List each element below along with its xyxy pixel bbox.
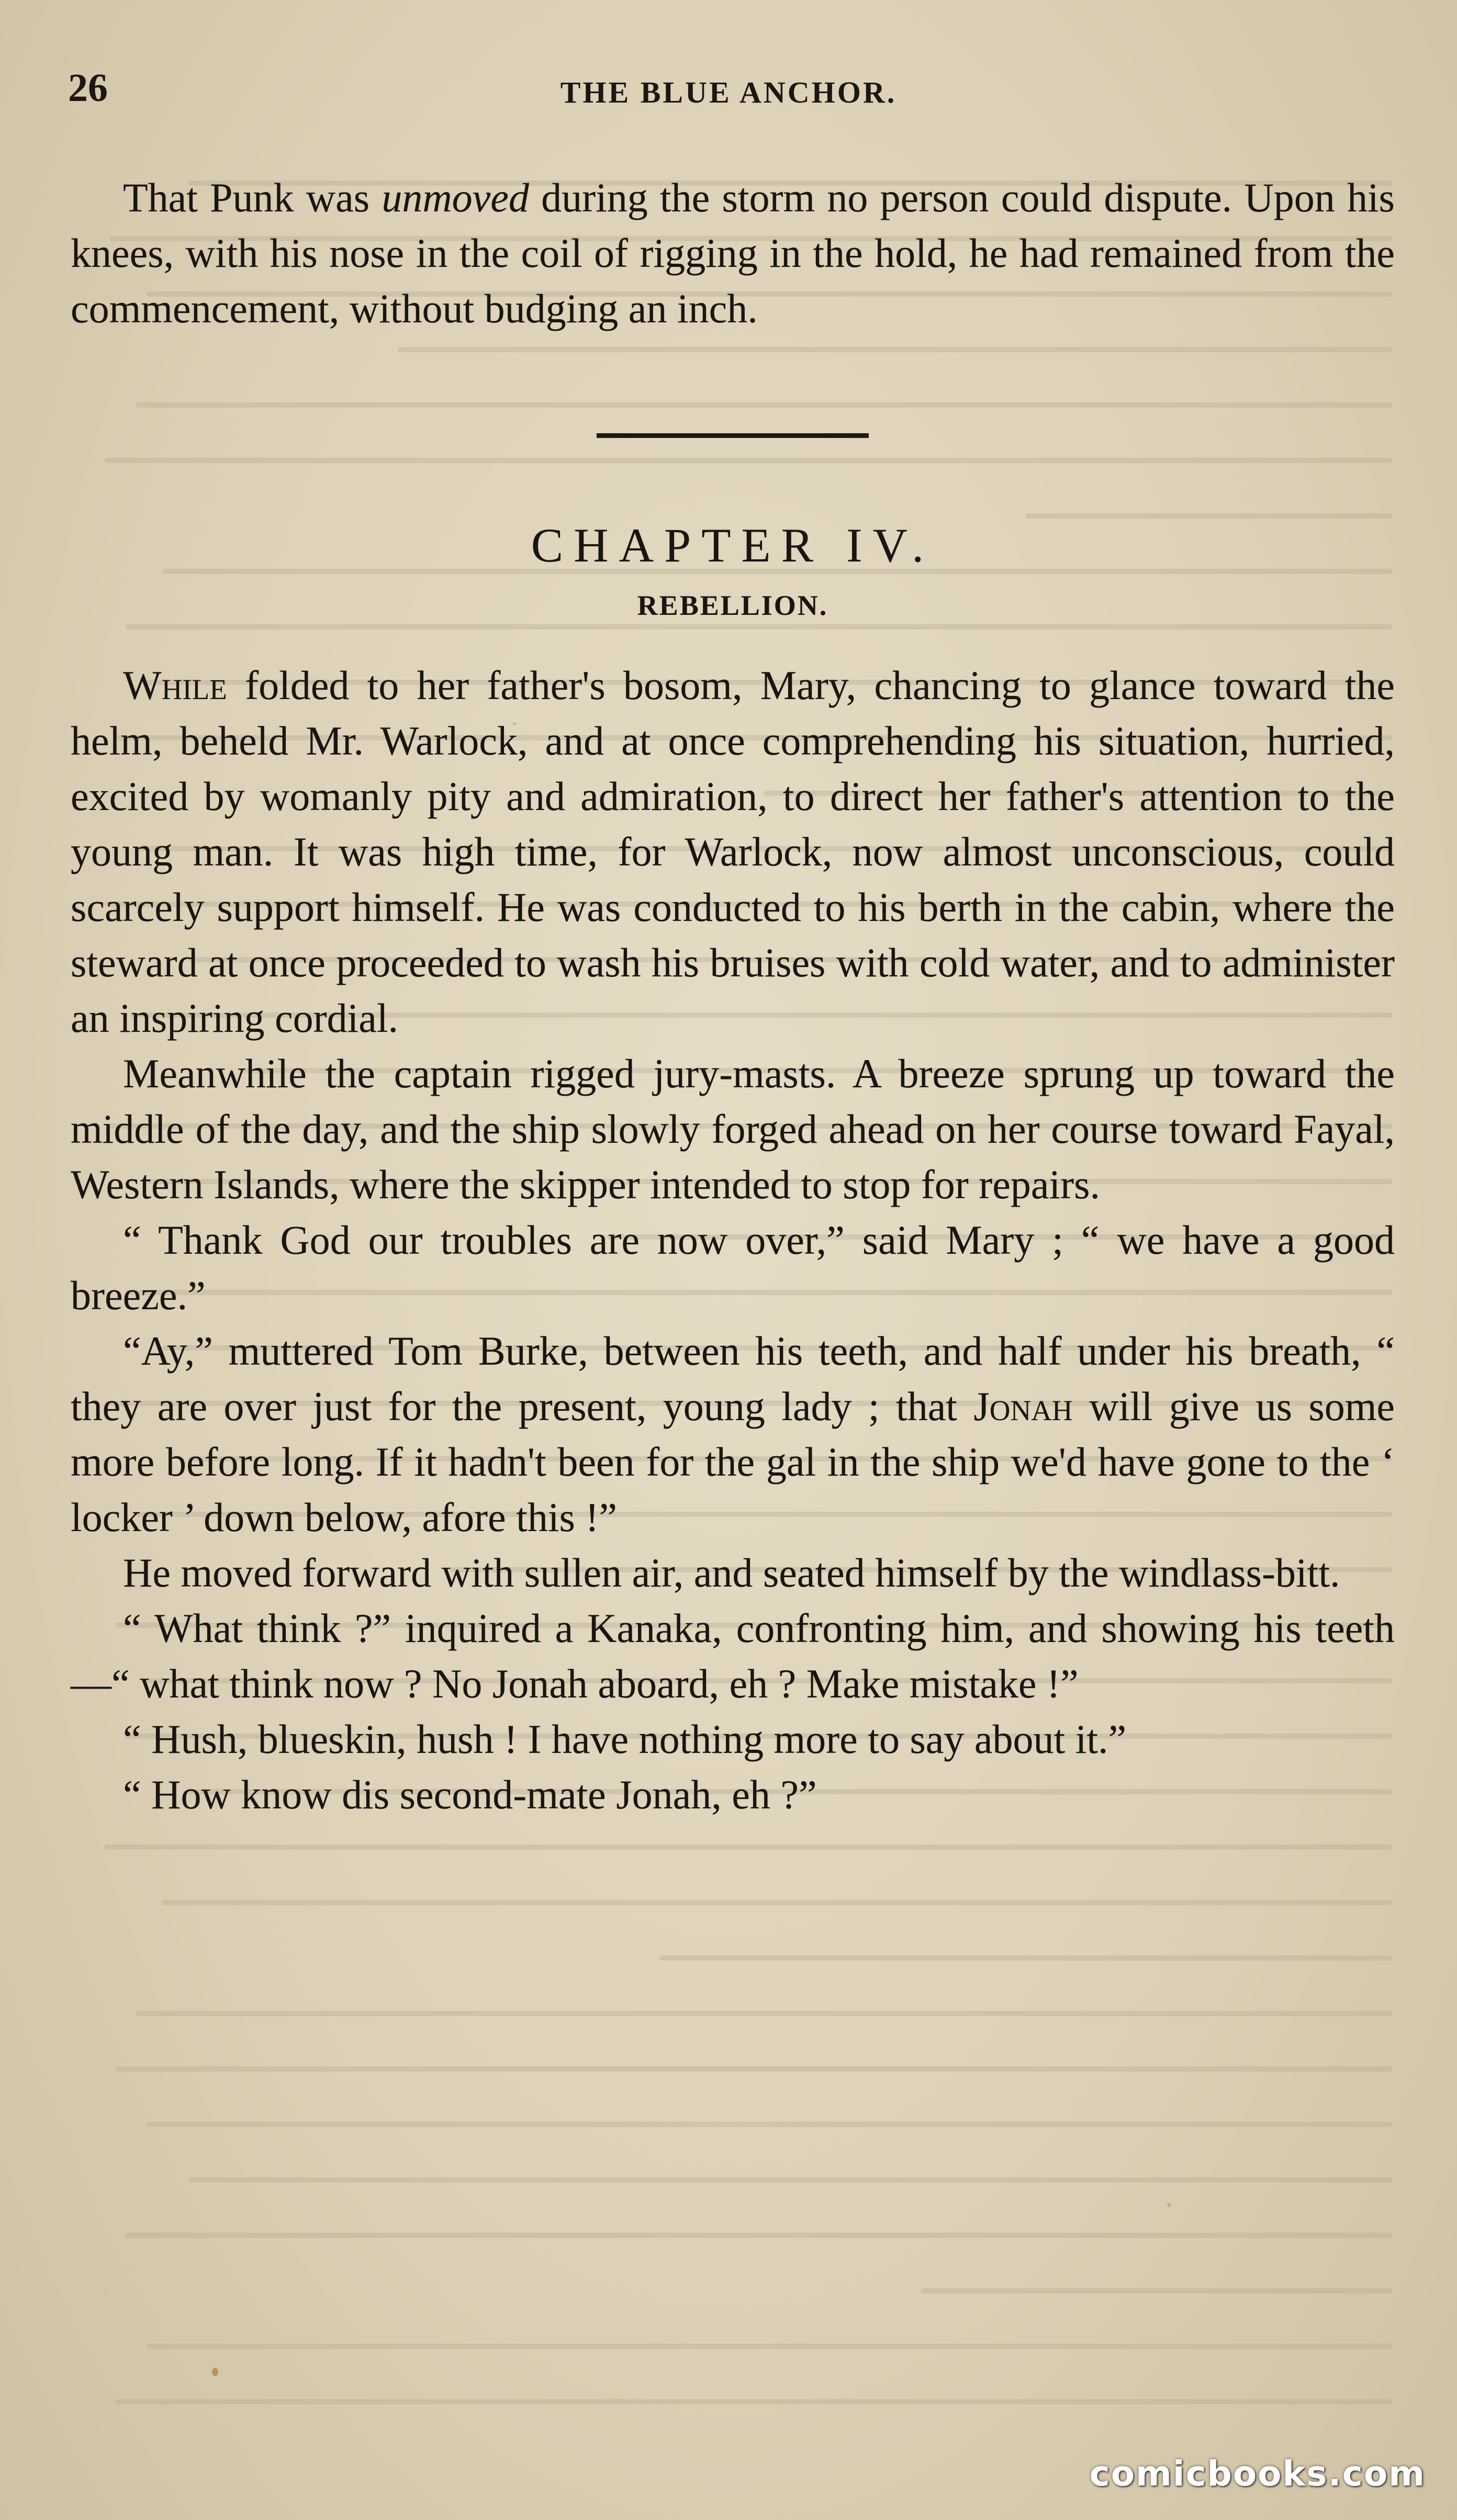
paragraph	[71, 658, 1395, 1046]
paragraph: Meanwhile the captain rigged jury-masts. A breeze sprung up toward the middle of the day, and the ship slowly forged ahead on her course toward Fayal, Western Islands, where the skipper intended to stop for repairs.	[71, 1051, 1395, 1207]
paragraph	[71, 1323, 1395, 1545]
paragraph: He moved forward with sullen air, and seated himself by the windlass-bitt.	[123, 1550, 1340, 1595]
paragraph-text-start: “Ay,” muttered Tom Burke, between his teeth, and half under his breath, “ they are over just for the present, young lady ; that	[71, 1328, 1395, 1429]
paragraph-text-end: will give us some more before long. If it hadn't been for the gal in the ship we'd have gone to the ‘ locker ’ down below, afore this !”	[71, 1383, 1395, 1540]
watermark-logo: comicbooks.com	[1089, 2454, 1426, 2494]
opening-text-end: during the storm no person could dispute. Upon his knees, with his nose in the coil of rigging in the hold, he had remained from the commencement, without budging an inch.	[71, 175, 1395, 331]
emphasized-word: unmoved	[382, 175, 529, 220]
chapter-title: CHAPTER IV.	[531, 519, 935, 572]
paragraph: “ How know dis second-mate Jonah, eh ?”	[123, 1772, 817, 1817]
paragraph-text: folded to her father's bosom, Mary, chancing to glance toward the helm, beheld Mr. Warlock, and at once comprehending his situation, hurried, excited by womanly pity and admiration, to direct her father's attention to the young man. It was high time, for Warlock, now almost unconscious, could scarcely support himself. He was conducted to his berth in the cabin, where the steward at once proceeded to wash his bruises with cold water, and to administer an inspiring cordial.	[71, 662, 1395, 1041]
section-rule	[597, 433, 869, 438]
opening-text-start: That Punk was	[123, 175, 382, 220]
paper-speck	[1167, 2203, 1171, 2207]
paragraph: “ What think ?” inquired a Kanaka, confronting him, and showing his teeth—“ what think now ? No Jonah aboard, eh ? Make mistake !”	[71, 1605, 1395, 1706]
page-number: 26	[68, 66, 108, 110]
page-header	[0, 65, 1457, 113]
page-body	[71, 170, 1395, 1823]
paragraph: “ Hush, blueskin, hush ! I have nothing more to say about it.”	[123, 1716, 1127, 1762]
paragraph-smallcaps-word: Jonah	[973, 1383, 1073, 1429]
paragraph: “ Thank God our troubles are now over,” said Mary ; “ we have a good breeze.”	[71, 1217, 1395, 1318]
chapter-subtitle: REBELLION.	[637, 590, 828, 621]
paragraph-lead-word: While	[123, 662, 227, 708]
running-head: THE BLUE ANCHOR.	[560, 75, 897, 109]
paper-speck	[212, 2368, 218, 2376]
opening-paragraph	[71, 170, 1395, 336]
